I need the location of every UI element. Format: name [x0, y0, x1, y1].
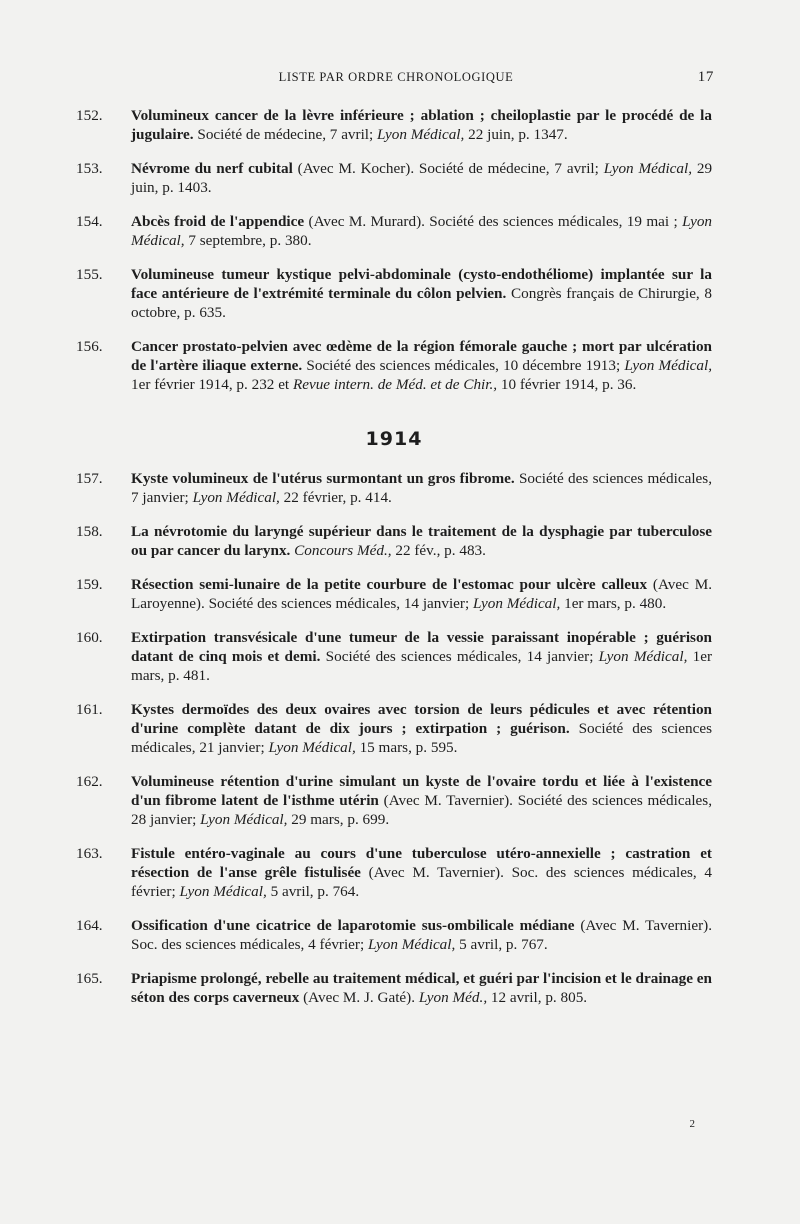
entry-reference: 29 juin, p. 1403. — [131, 160, 713, 196]
signature-mark: 2 — [689, 1118, 695, 1130]
entry-journal: Lyon Médical, — [179, 883, 267, 900]
entry-number: 163. — [76, 845, 103, 862]
entry-source: (Avec M. Murard). Société des sciences médicales, 19 mai ; — [308, 213, 678, 230]
entry-reference: 7 septembre, p. 380. — [188, 232, 312, 249]
entry-journal: Lyon Médical, — [603, 160, 693, 177]
bibliography-entry — [76, 265, 712, 322]
entry-reference: 22 fév., p. 483. — [395, 542, 486, 559]
entry-reference: 1er février 1914, p. 232 et — [131, 376, 290, 393]
entry-number: 155. — [76, 266, 103, 283]
entry-journal: Lyon Médical, — [377, 126, 465, 143]
bibliography-entry — [76, 772, 712, 829]
bibliography-entry — [76, 159, 712, 197]
entry-title: Ossification d'une cicatrice de laparotomie sus-ombilicale médiane — [131, 917, 575, 934]
entry-source: Société de médecine, 7 avril; — [197, 126, 374, 143]
entry-source: Société des sciences médicales, 10 décembre 1913; — [306, 357, 621, 374]
entry-title: Volumineux cancer de la lèvre inférieure ; ablation ; cheiloplastie par le procédé de la jugulaire. — [131, 107, 712, 143]
bibliography-entry — [76, 700, 712, 757]
entry-reference: 5 avril, p. 764. — [270, 883, 360, 900]
entry-reference: 5 avril, p. 767. — [459, 936, 548, 953]
bibliography-entry — [76, 969, 712, 1007]
entry-source: Société des sciences médicales, 7 janvier; — [131, 470, 713, 506]
bibliography-entry — [76, 844, 712, 901]
entry-list-1913 — [76, 106, 712, 409]
entry-title: Volumineuse rétention d'urine simulant un kyste de l'ovaire tordu et liée à l'existence d'un fibrome latent de l'isthme utérin — [131, 773, 712, 809]
bibliography-entry — [76, 337, 712, 394]
entry-journal: Lyon Médical, — [624, 357, 713, 374]
entry-number: 165. — [76, 970, 103, 987]
entry-title: Volumineuse tumeur kystique pelvi-abdominale (cysto-endothéliome) implantée sur la face antérieure de l'extrémité terminale du côlon pelvien. — [131, 266, 712, 302]
entry-number: 156. — [76, 338, 103, 355]
entry-journal: Lyon Médical, — [268, 739, 356, 756]
entry-title: Extirpation transvésicale d'une tumeur de la vessie paraissant inopérable ; guérison datant de cinq mois et demi. — [131, 629, 712, 665]
entry-source: Société des sciences médicales, 21 janvier; — [131, 720, 713, 756]
entry-number: 157. — [76, 470, 103, 487]
entry-number: 154. — [76, 213, 103, 230]
entry-source: (Avec M. Laroyenne). Société des sciences médicales, 14 janvier; — [131, 576, 712, 612]
entry-title: Résection semi-lunaire de la petite courbure de l'estomac pour ulcère calleux — [131, 576, 648, 593]
entry-number: 161. — [76, 701, 103, 718]
bibliography-entry — [76, 522, 712, 560]
year-heading: 1914 — [365, 428, 423, 450]
entry-title: Abcès froid de l'appendice — [131, 213, 305, 230]
entry-journal: Lyon Médical, — [192, 489, 280, 506]
entry-journal: Lyon Médical, — [200, 811, 288, 828]
entry-reference: 15 mars, p. 595. — [359, 739, 458, 756]
entry-reference: 1er mars, p. 480. — [564, 595, 667, 612]
entry-reference: 22 juin, p. 1347. — [468, 126, 568, 143]
page-number: 17 — [697, 69, 714, 85]
entry-number: 159. — [76, 576, 103, 593]
entry-reference-2: 10 février 1914, p. 36. — [500, 376, 637, 393]
entry-journal: Concours Méd., — [294, 542, 392, 559]
entry-number: 164. — [76, 917, 103, 934]
entry-journal: Lyon Méd., — [418, 989, 488, 1006]
bibliography-entry — [76, 212, 712, 250]
entry-source: (Avec M. Tavernier). Soc. des sciences médicales, 4 février; — [131, 864, 712, 900]
entry-number: 158. — [76, 523, 103, 540]
entry-reference: 22 février, p. 414. — [283, 489, 392, 506]
entry-title: Kyste volumineux de l'utérus surmontant un gros fibrome. — [131, 470, 515, 487]
entry-journal: Lyon Médical, — [368, 936, 456, 953]
entry-source: (Avec M. J. Gaté). — [303, 989, 416, 1006]
entry-title: Cancer prostato-pelvien avec œdème de la région fémorale gauche ; mort par ulcération de l'artère iliaque externe. — [131, 338, 712, 374]
entry-title: Fistule entéro-vaginale au cours d'une tuberculose utéro-annexielle ; castration et résection de l'anse grêle fistulisée — [131, 845, 712, 881]
entry-reference: 1er mars, p. 481. — [131, 648, 713, 684]
bibliography-entry — [76, 575, 712, 613]
entry-source: (Avec M. Tavernier). Soc. des sciences médicales, 4 février; — [131, 917, 712, 953]
entry-title: La névrotomie du laryngé supérieur dans le traitement de la dysphagie par tuberculose ou par cancer du larynx. — [131, 523, 712, 559]
entry-list-1914 — [76, 469, 712, 1022]
entry-journal: Lyon Médical, — [131, 213, 713, 249]
entry-journal-2: Revue intern. de Méd. et de Chir., — [292, 376, 498, 393]
entry-journal: Lyon Médical, — [473, 595, 561, 612]
entry-source: Congrès français de Chirurgie, 8 octobre, p. 635. — [131, 285, 712, 321]
entry-reference: 12 avril, p. 805. — [490, 989, 588, 1006]
entry-number: 152. — [76, 107, 103, 124]
bibliography-entry — [76, 628, 712, 685]
entry-reference: 29 mars, p. 699. — [291, 811, 390, 828]
entry-source: (Avec M. Kocher). Société de médecine, 7 avril; — [297, 160, 599, 177]
bibliography-entry — [76, 469, 712, 507]
entry-number: 160. — [76, 629, 103, 646]
entry-source: Société des sciences médicales, 14 janvier; — [325, 648, 594, 665]
bibliography-entry — [76, 916, 712, 954]
entry-number: 162. — [76, 773, 103, 790]
entry-title: Priapisme prolongé, rebelle au traitement médical, et guéri par l'incision et le drainage en séton des corps caverneux — [131, 970, 712, 1006]
entry-title: Névrome du nerf cubital — [131, 160, 293, 177]
entry-number: 153. — [76, 160, 103, 177]
entry-journal: Lyon Médical, — [598, 648, 688, 665]
entry-title: Kystes dermoïdes des deux ovaires avec torsion de leurs pédicules et avec rétention d'urine complète datant de dix jours ; extirpation ; guérison. — [131, 701, 712, 737]
page-title: LISTE PAR ORDRE CHRONOLOGIQUE — [278, 70, 514, 84]
year-section — [76, 409, 712, 469]
bibliography-entry — [76, 106, 712, 144]
entry-source: (Avec M. Tavernier). Société des sciences médicales, 28 janvier; — [131, 792, 712, 828]
